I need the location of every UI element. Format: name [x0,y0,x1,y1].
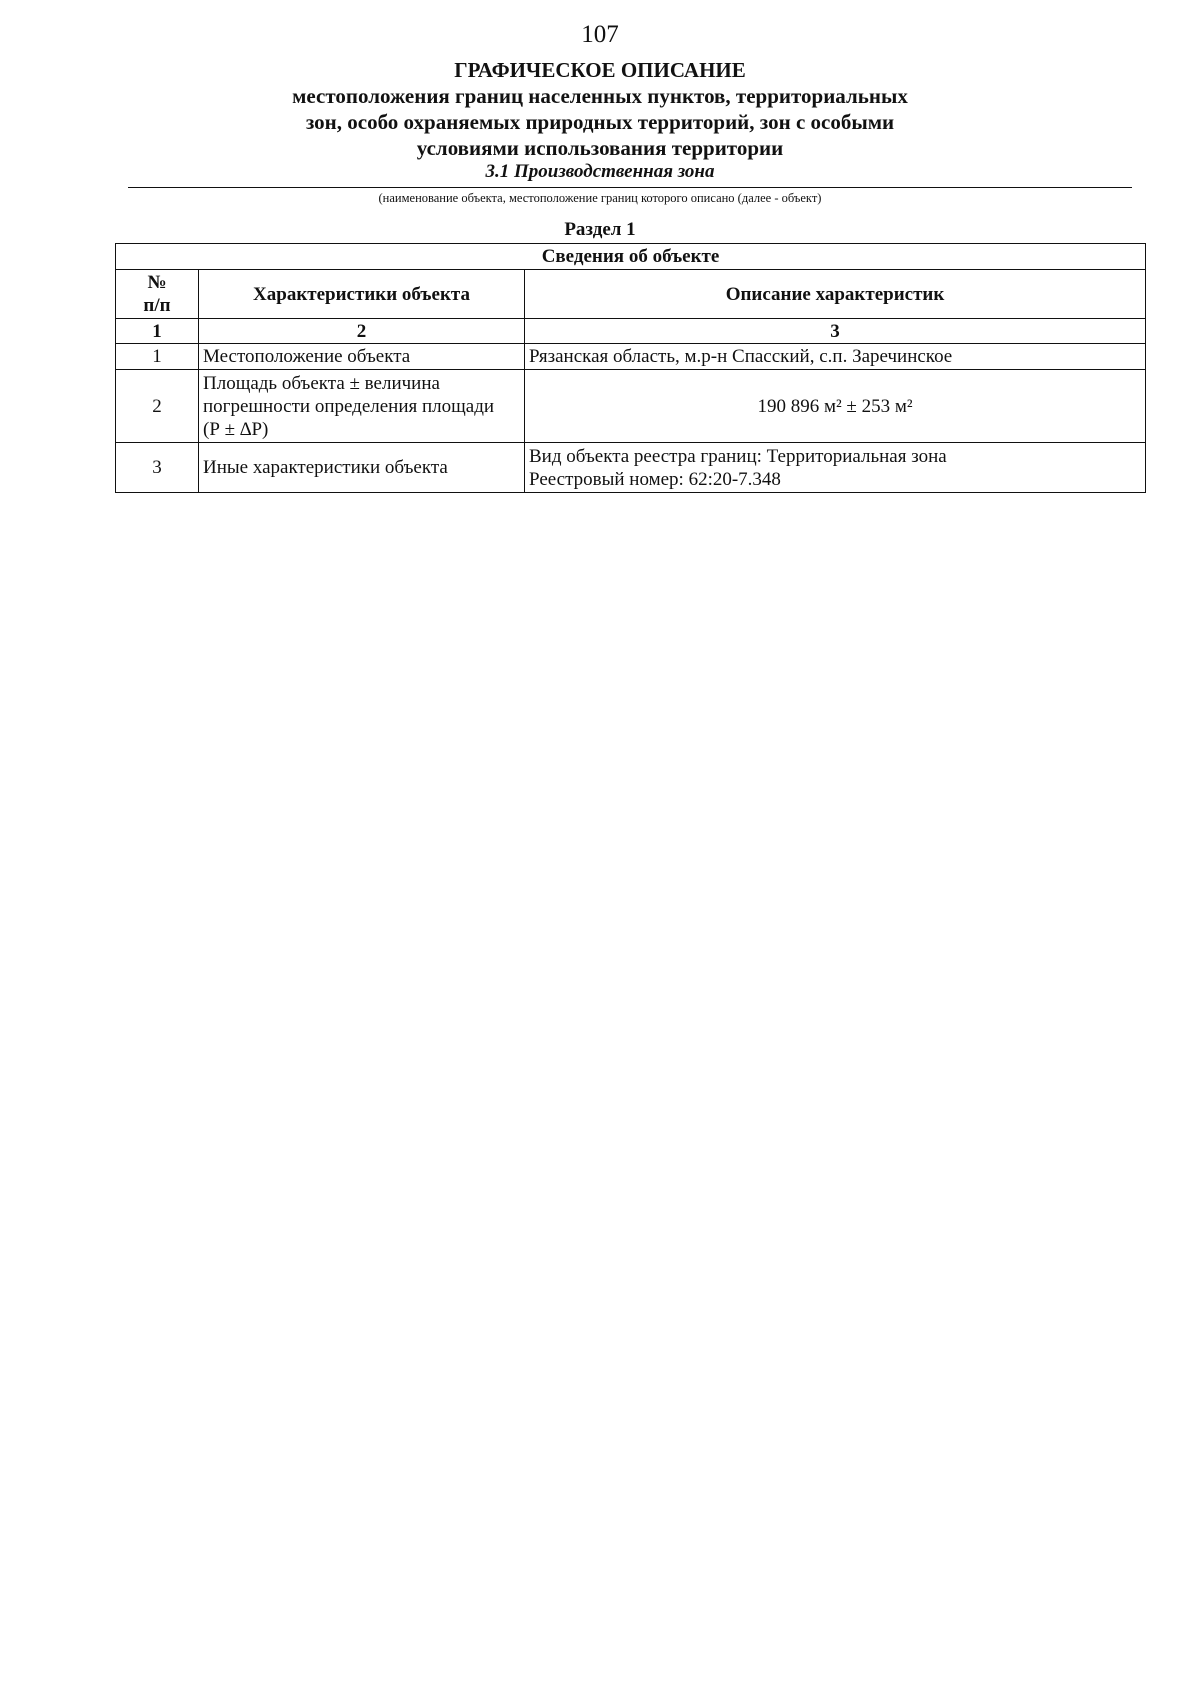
subtitle-line: условиями использования территории [416,136,784,160]
description-line: Реестровый номер: 62:20-7.348 [529,468,781,490]
row-characteristic: Местоположение объекта [199,344,525,370]
characteristic-line: погрешности определения площади [203,395,495,417]
object-info-table [115,243,1146,493]
header-number [116,270,199,319]
table-row [116,443,1146,493]
row-description: Рязанская область, м.р-н Спасский, с.п. Заречинское [525,344,1146,370]
row-description: 190 896 м² ± 253 м² [525,370,1146,443]
row-number: 3 [116,443,199,493]
row-number: 1 [116,344,199,370]
table-caption-row [116,244,1146,270]
table-row [116,370,1146,443]
object-name: 3.1 Производственная зона [485,161,715,182]
section-title: Раздел 1 [564,219,636,240]
description-line: Вид объекта реестра границ: Территориальная зона [529,445,947,467]
row-characteristic: Иные характеристики объекта [199,443,525,493]
characteristic-line: Площадь объекта ± величина [203,372,440,394]
header-characteristic: Характеристики объекта [199,270,525,319]
subtitle-line: местоположения границ населенных пунктов, территориальных [292,84,908,108]
column-number: 1 [116,319,199,344]
document-title: ГРАФИЧЕСКОЕ ОПИСАНИЕ [454,58,746,82]
header-number-line: № [147,272,167,293]
header-description: Описание характеристик [525,270,1146,319]
row-characteristic [199,370,525,443]
table-row [116,344,1146,370]
page-number: 107 [581,21,619,48]
header-number-line: п/п [143,295,171,316]
characteristic-line: (Р ± ∆Р) [203,418,269,440]
row-number: 2 [116,370,199,443]
subtitle-line: зон, особо охраняемых природных территорий, зон с особыми [305,110,895,134]
table-caption: Сведения об объекте [116,244,1146,270]
document-subtitle [200,83,1000,161]
column-number: 2 [199,319,525,344]
column-number: 3 [525,319,1146,344]
table-header-row [116,270,1146,319]
object-caption: (наименование объекта, местоположение границ которого описано (далее - объект) [378,191,822,205]
column-number-row [116,319,1146,344]
object-name-underline [128,187,1132,188]
row-description [525,443,1146,493]
